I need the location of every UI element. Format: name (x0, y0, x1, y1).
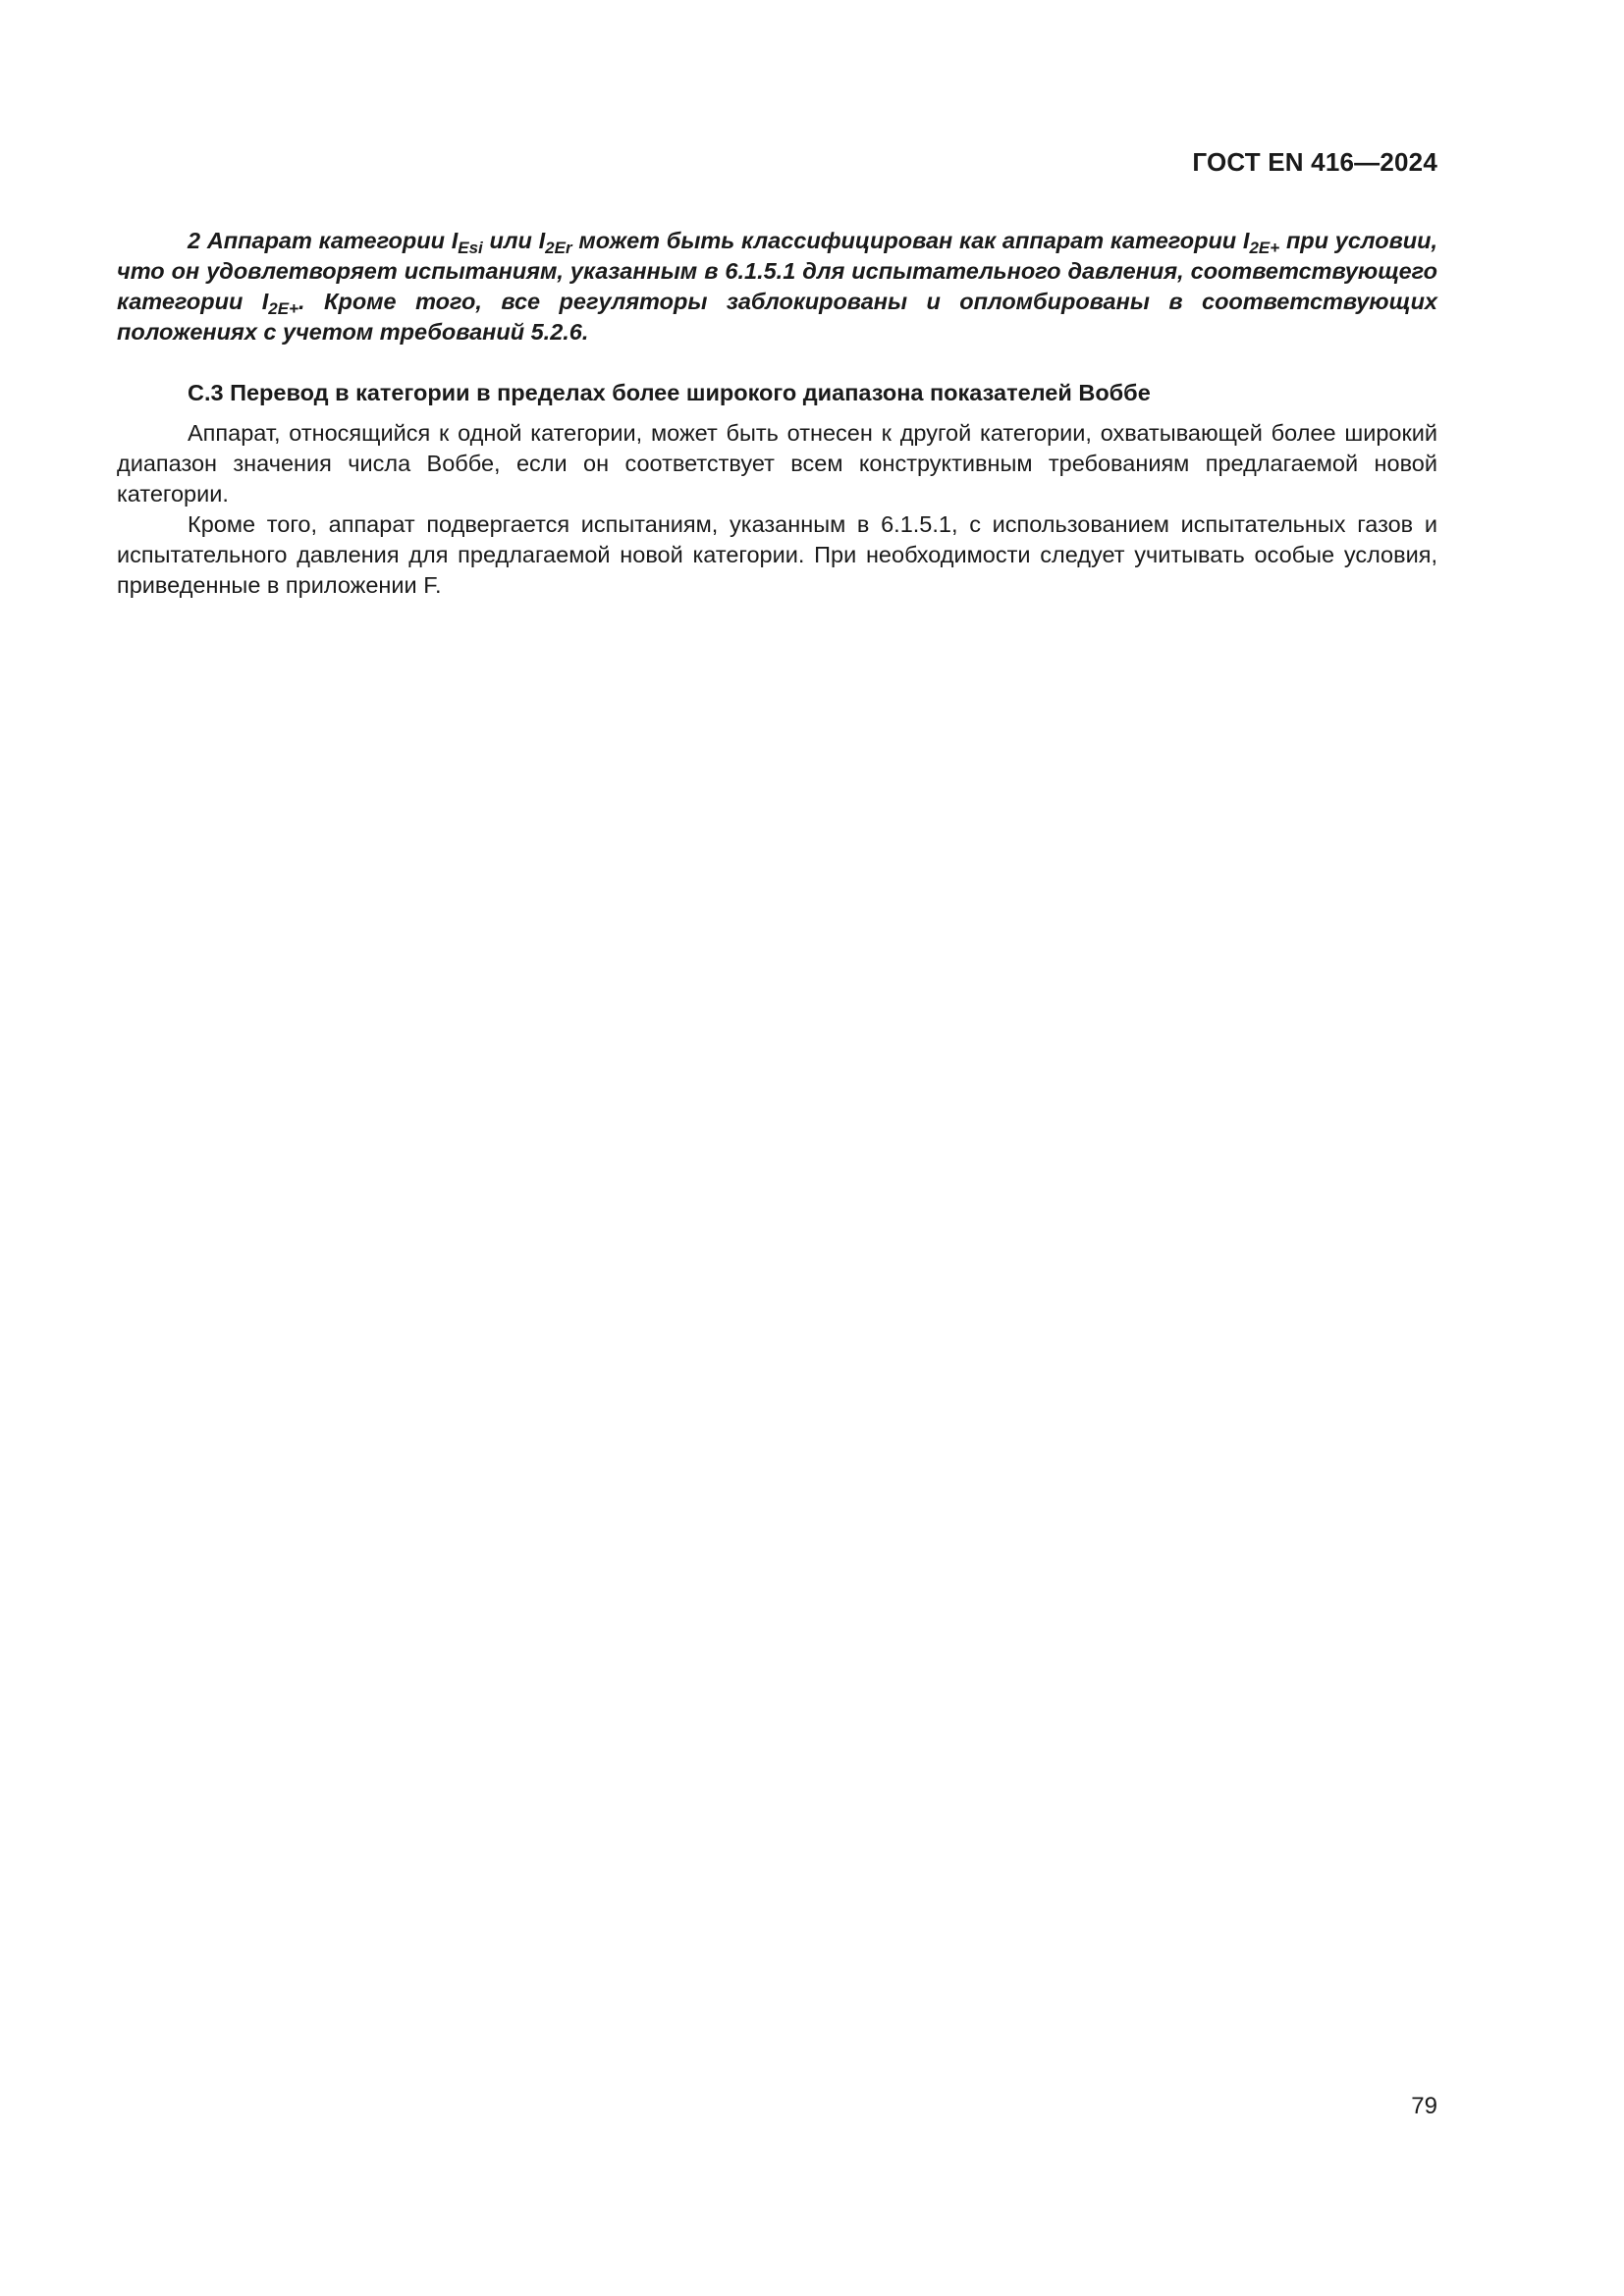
note-text: 2 Аппарат категории I (188, 228, 459, 253)
note-subscript: 2E+ (268, 299, 299, 318)
note-text: при условии, что он удовлетворяет испытаниям, указанным в 6.1.5.1 для испытательного давления, соответствующего категории I (117, 228, 1438, 314)
note-subscript: Esi (458, 239, 483, 257)
note-text: может быть классифицирован как аппарат категории I (571, 228, 1250, 253)
page-number: 79 (1411, 2093, 1437, 2119)
paragraph: Аппарат, относящийся к одной категории, может быть отнесен к другой категории, охватывающей более широкий диапазон значения числа Воббе, если он соответствует всем конструктивным требованиям предлагаемой новой категории. (117, 420, 1437, 507)
paragraph: Кроме того, аппарат подвергается испытаниям, указанным в 6.1.5.1, с использованием испытательных газов и испытательного давления для предлагаемой новой категории. При необходимости следует учитывать особые условия, приведенные в приложении F. (117, 511, 1437, 598)
note-subscript: 2Er (545, 239, 572, 257)
page-content (117, 226, 1437, 601)
note-subscript: 2E+ (1249, 239, 1280, 257)
document-header: ГОСТ EN 416—2024 (1192, 147, 1437, 177)
note-2 (117, 226, 1437, 347)
section-heading: C.3 Перевод в категории в пределах более широкого диапазона показателей Воббе (188, 380, 1151, 405)
note-text: или I (482, 228, 546, 253)
note-text: . Кроме того, все регуляторы заблокированы и опломбированы в соответствующих положениях с учетом требований 5.2.6. (117, 289, 1437, 345)
